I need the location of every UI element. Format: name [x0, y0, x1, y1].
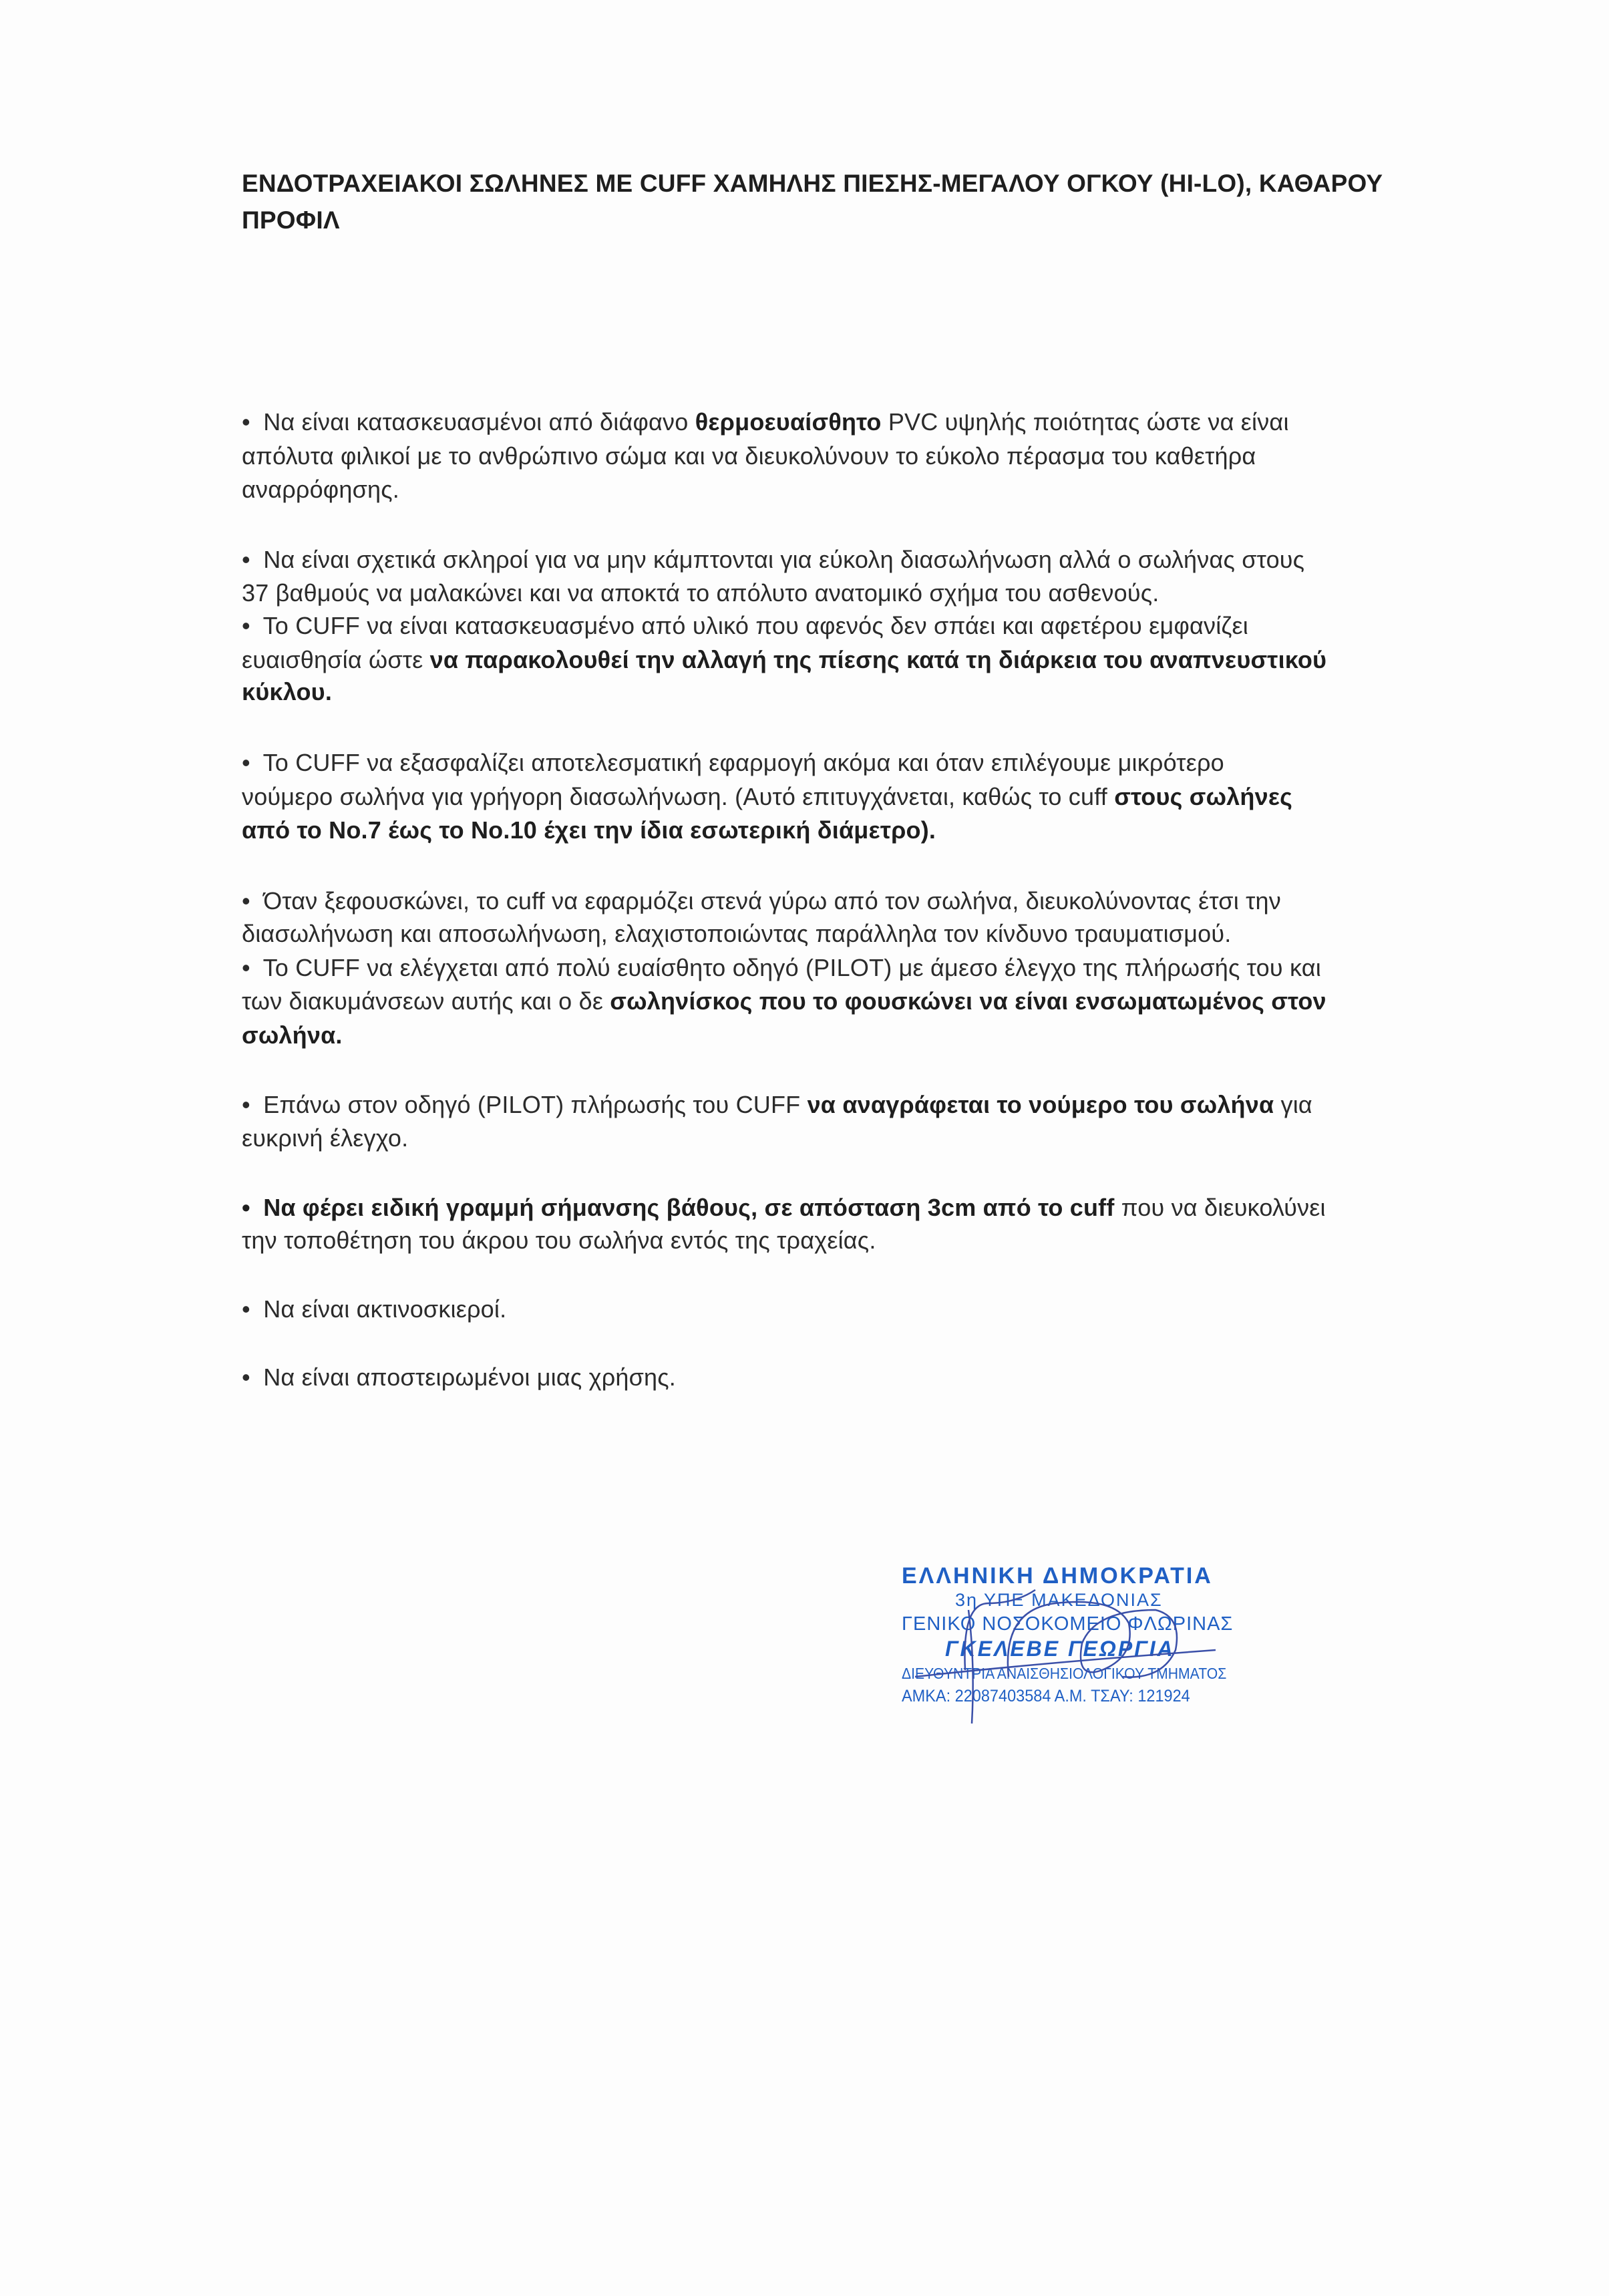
bullet-icon: •: [242, 954, 250, 981]
text: Επάνω στον οδηγό (PILOT) πλήρωσής του CUFF: [263, 1091, 808, 1118]
document-title-line-1: ΕΝΔΟΤΡΑΧΕΙΑΚΟΙ ΣΩΛΗΝΕΣ ΜΕ CUFF ΧΑΜΗΛΗΣ ΠΙΕΣΗΣ-ΜΕΓΑΛΟΥ ΟΓΚΟΥ (HI-LO), ΚΑΘΑΡΟΥ: [242, 170, 1383, 197]
text: αναρρόφησης.: [242, 476, 399, 503]
bold-text: σωληνίσκος που το φουσκώνει να είναι ενσωματωμένος στον: [610, 987, 1326, 1015]
bold-text: θερμοευαίσθητο: [695, 408, 882, 436]
bold-text: να αναγράφεται το νούμερο του σωλήνα: [807, 1091, 1274, 1118]
body-line: [242, 781, 1292, 813]
bullet-icon: •: [242, 612, 250, 639]
text: PVC υψηλής ποιότητας ώστε να είναι: [881, 408, 1289, 436]
text: νούμερο σωλήνα για γρήγορη διασωλήνωση. (Αυτό επιτυγχάνεται, καθώς το cuff: [242, 783, 1115, 810]
body-line: [242, 1293, 506, 1325]
bullet-icon: •: [242, 546, 250, 573]
body-line: [242, 985, 1326, 1017]
bullet-icon: •: [242, 749, 250, 776]
bold-text: στους σωλήνες: [1114, 783, 1293, 810]
body-line: [242, 440, 1256, 472]
body-line: [242, 1019, 343, 1051]
bullet-icon: •: [242, 887, 250, 915]
body-line: [242, 676, 332, 708]
body-line: [242, 885, 1281, 917]
body-line: [242, 1361, 676, 1393]
text: Το CUFF να εξασφαλίζει αποτελεσματική εφαρμογή ακόμα και όταν επιλέγουμε μικρότερο: [262, 749, 1224, 776]
text: την τοποθέτηση του άκρου του σωλήνα εντός της τραχείας.: [242, 1226, 876, 1254]
bold-text: από το No.7 έως το No.10 έχει την ίδια εσωτερική διάμετρο).: [242, 816, 936, 844]
stamp-line-hospital: ΓΕΝΙΚΟ ΝΟΣΟΚΟΜΕΙΟ ΦΛΩΡΙΝΑΣ: [902, 1613, 1234, 1635]
body-line: [242, 474, 399, 506]
text: Να είναι κατασκευασμένοι από διάφανο: [263, 408, 695, 436]
body-line: [242, 577, 1159, 609]
text: Το CUFF να ελέγχεται από πολύ ευαίσθητο οδηγό (PILOT) με άμεσο έλεγχο της πλήρωσής του και: [262, 954, 1321, 981]
body-line: [242, 1224, 876, 1257]
body-line: [242, 814, 936, 846]
bullet-icon: •: [242, 1091, 250, 1118]
text: διασωλήνωση και αποσωλήνωση, ελαχιστοποιώντας παράλληλα τον κίνδυνο τραυματισμού.: [242, 920, 1232, 947]
stamp-line-ids: ΑΜΚΑ: 22087403584 Α.Μ. ΤΣΑΥ: 121924: [902, 1687, 1190, 1705]
bullet-icon: •: [242, 1295, 250, 1323]
body-line: [242, 644, 1326, 676]
text: απόλυτα φιλικοί με το ανθρώπινο σώμα και να διευκολύνουν το εύκολο πέρασμα του καθετήρα: [242, 442, 1256, 470]
text: ευαισθησία ώστε: [242, 646, 430, 673]
stamp-line-republic: ΕΛΛΗΝΙΚΗ ΔΗΜΟΚΡΑΤΙΑ: [902, 1563, 1213, 1589]
document-title-line-2: ΠΡΟΦΙΛ: [242, 206, 340, 234]
text: Το CUFF να είναι κατασκευασμένο από υλικό που αφενός δεν σπάει και αφετέρου εμφανίζει: [262, 612, 1248, 639]
stamp-line-name: ΓΚΕΛΕΒΕ ΓΕΩΡΓΙΑ: [945, 1637, 1175, 1661]
text: Να είναι αποστειρωμένοι μιας χρήσης.: [263, 1363, 677, 1391]
body-line: [242, 918, 1231, 950]
body-line: [242, 1089, 1312, 1121]
text: 37 βαθμούς να μαλακώνει και να αποκτά το απόλυτο ανατομικό σχήμα του ασθενούς.: [242, 579, 1159, 607]
body-line: [242, 406, 1289, 438]
bullet-icon: •: [242, 1363, 250, 1391]
bold-text: σωλήνα.: [242, 1021, 343, 1049]
official-stamp: [902, 1563, 1276, 1724]
body-line: [242, 952, 1321, 984]
signature-mark: [902, 1563, 1276, 1730]
bullet-icon: •: [242, 1194, 250, 1221]
stamp-line-region: 3η ΥΠΕ ΜΑΚΕΔΟΝΙΑΣ: [955, 1590, 1163, 1610]
bullet-icon: •: [242, 408, 250, 436]
body-line: [242, 610, 1248, 642]
bold-text: Να φέρει ειδική γραμμή σήμανσης βάθους, σε απόσταση 3cm από το cuff: [263, 1194, 1115, 1221]
text: για: [1274, 1091, 1312, 1118]
text: Όταν ξεφουσκώνει, το cuff να εφαρμόζει στενά γύρω από τον σωλήνα, διευκολύνοντας έτσι την: [263, 887, 1281, 915]
text: Να είναι ακτινοσκιεροί.: [263, 1295, 507, 1323]
text: Να είναι σχετικά σκληροί για να μην κάμπτονται για εύκολη διασωλήνωση αλλά ο σωλήνας στους: [263, 546, 1305, 573]
text: που να διευκολύνει: [1114, 1194, 1326, 1221]
text: ευκρινή έλεγχο.: [242, 1124, 409, 1152]
body-line: [242, 1192, 1326, 1224]
body-line: [242, 747, 1224, 779]
bold-text: να παρακολουθεί την αλλαγή της πίεσης κατά τη διάρκεια του αναπνευστικού: [429, 646, 1327, 673]
bold-text: κύκλου.: [242, 678, 333, 705]
body-line: [242, 1122, 408, 1154]
text: των διακυμάνσεων αυτής και ο δε: [242, 987, 610, 1015]
body-line: [242, 544, 1304, 576]
stamp-line-position: ΔΙΕΥΘΥΝΤΡΙΑ ΑΝΑΙΣΘΗΣΙΟΛΟΓΙΚΟΥ ΤΜΗΜΑΤΟΣ: [902, 1665, 1227, 1682]
